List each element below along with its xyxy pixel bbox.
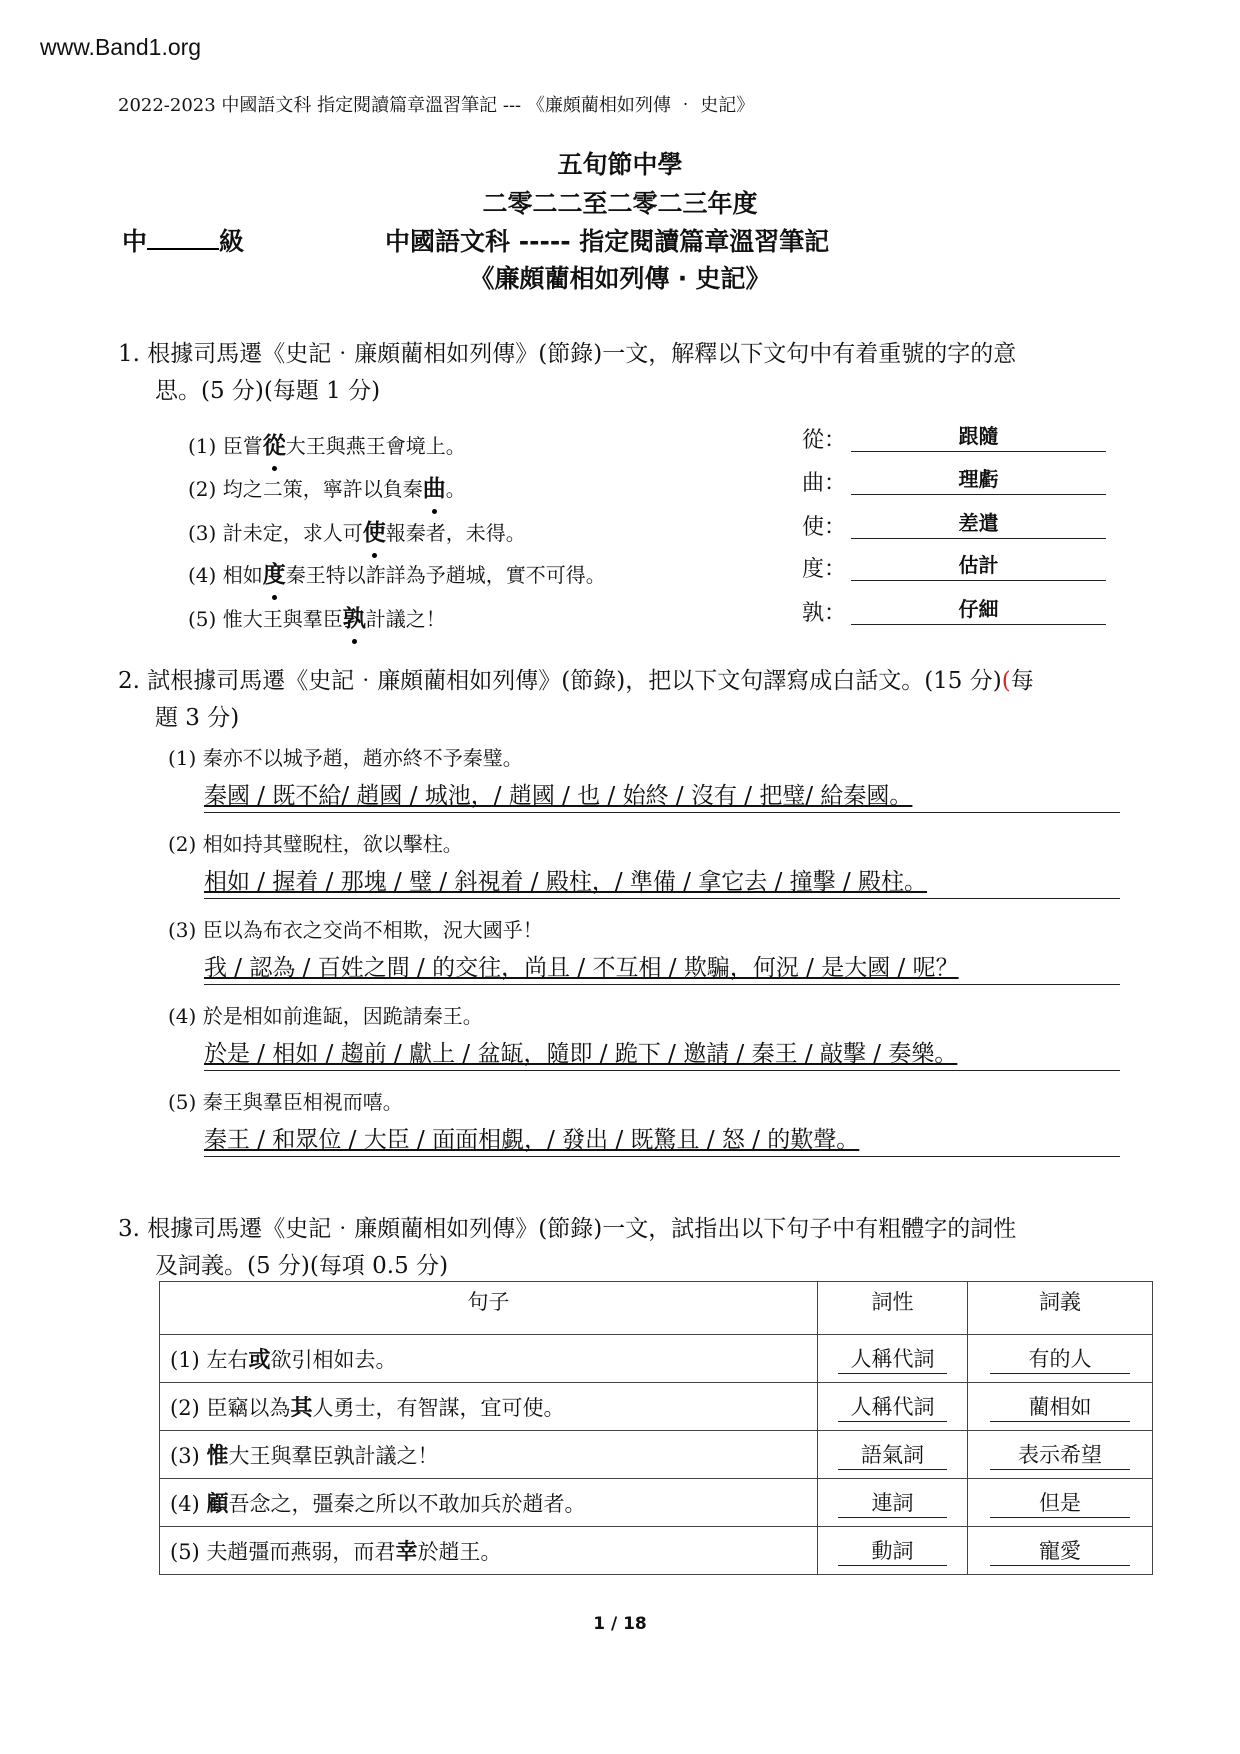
running-header: 2022-2023 中國語文科 指定閱讀篇章溫習筆記 --- 《廉頗藺相如列傳 ‧ 史記》 xyxy=(118,95,755,116)
q2-item xyxy=(168,828,463,857)
answer-label: 從： xyxy=(802,428,847,453)
answer-label: 使： xyxy=(802,515,847,540)
emphasized-char: 孰 xyxy=(342,605,366,632)
item-number: (4) xyxy=(168,1004,197,1028)
item-number: (5) xyxy=(168,1090,197,1114)
meaning-cell xyxy=(968,1527,1153,1575)
meaning-cell xyxy=(968,1335,1153,1383)
meaning-cell xyxy=(968,1383,1153,1431)
meaning-cell xyxy=(968,1431,1153,1479)
item-number: (1) xyxy=(170,1348,200,1372)
item-number: (1) xyxy=(168,746,197,770)
emphasized-char: 從 xyxy=(262,432,286,459)
sentence-post: 大王與燕王會境上。 xyxy=(285,434,466,458)
q2-item xyxy=(168,742,523,771)
q2-prompt-tail: 每 xyxy=(1010,668,1034,694)
sentence: 秦亦不以城予趙，趙亦終不予秦璧。 xyxy=(202,746,523,770)
watermark-url: www.Band1.org xyxy=(40,34,202,60)
item-number: (3) xyxy=(168,918,197,942)
answer-label: 孰： xyxy=(802,601,847,626)
q1-item xyxy=(188,600,446,633)
pos-cell xyxy=(818,1527,968,1575)
meaning-answer: 藺相如 xyxy=(990,1391,1129,1422)
sentence-pre: 夫趙彊而燕弱，而君 xyxy=(206,1540,396,1564)
sentence-post: 大王與羣臣孰計議之！ xyxy=(228,1444,439,1468)
meaning-cell xyxy=(968,1479,1153,1527)
bold-word: 或 xyxy=(248,1347,271,1373)
grade-field xyxy=(122,222,244,258)
answer-line: 理虧 xyxy=(851,464,1106,495)
q3-prompt-cont: 及詞義。(5 分)(每項 0.5 分) xyxy=(155,1253,449,1279)
answer-line: 差遣 xyxy=(851,508,1106,539)
col-meaning: 詞義 xyxy=(968,1282,1153,1335)
sentence-post: 報秦者，未得。 xyxy=(385,521,526,545)
work-title: 《廉頗藺相如列傳 ‧ 史記》 xyxy=(469,264,771,293)
q2-item xyxy=(168,914,543,943)
answer-line: 仔細 xyxy=(851,594,1106,625)
table-row xyxy=(160,1383,1153,1431)
q1-item xyxy=(188,556,606,589)
bold-word: 顧 xyxy=(206,1491,229,1517)
item-number: (5) xyxy=(170,1540,200,1564)
meaning-answer: 有的人 xyxy=(990,1343,1129,1374)
sentence-post: 秦王特以詐詳為予趙城，實不可得。 xyxy=(285,563,606,587)
sentence: 於是相如前進缻，因跪請秦王。 xyxy=(202,1004,483,1028)
q1-item xyxy=(188,470,466,503)
sentence-pre: 臣竊以為 xyxy=(206,1396,291,1420)
table-row xyxy=(160,1335,1153,1383)
item-number: (4) xyxy=(188,563,217,587)
translation-line xyxy=(204,780,1120,813)
pos-cell xyxy=(818,1383,968,1431)
item-number: (2) xyxy=(170,1396,200,1420)
translation-line xyxy=(204,1038,1120,1071)
q2-prompt-cont: 題 3 分) xyxy=(155,705,240,731)
item-number: (3) xyxy=(188,521,217,545)
sentence-post: 計議之！ xyxy=(365,607,446,631)
sentence-pre: 左右 xyxy=(206,1348,249,1372)
q2-prompt xyxy=(118,662,1034,695)
answer-label: 曲： xyxy=(802,471,847,496)
translation-line xyxy=(204,866,1120,899)
item-number: (2) xyxy=(188,477,217,501)
grade-prefix: 中 xyxy=(122,227,148,256)
translation-answer: 秦王 / 和眾位 / 大臣 / 面面相覷，/ 發出 / 既驚且 / 怒 / 的歎聲。 xyxy=(204,1127,860,1153)
sentence-cell xyxy=(160,1527,818,1575)
meaning-answer: 但是 xyxy=(990,1487,1129,1518)
emphasized-char: 使 xyxy=(362,519,386,546)
emphasized-char: 度 xyxy=(262,561,286,588)
grade-blank xyxy=(147,248,219,250)
sentence: 相如持其璧睨柱，欲以擊柱。 xyxy=(202,832,463,856)
emphasized-char: 曲 xyxy=(422,475,446,502)
q2-item xyxy=(168,1086,403,1115)
pos-cell xyxy=(818,1431,968,1479)
sentence-post: 人勇士，有智謀，宜可使。 xyxy=(312,1396,565,1420)
pos-cell xyxy=(818,1335,968,1383)
sentence-pre: 計未定，求人可 xyxy=(222,521,363,545)
sentence-pre: 均之二策，寧許以負秦 xyxy=(222,477,423,501)
item-number: (3) xyxy=(170,1444,200,1468)
q2-red-paren: ( xyxy=(1001,668,1011,694)
col-sentence: 句子 xyxy=(160,1282,818,1335)
academic-year: 二零二二至二零二三年度 xyxy=(482,189,758,218)
meaning-answer: 寵愛 xyxy=(990,1535,1129,1566)
sentence-post: 於趙王。 xyxy=(417,1540,502,1564)
sentence: 臣以為布衣之交尚不相欺，況大國乎！ xyxy=(202,918,543,942)
bold-word: 幸 xyxy=(395,1539,418,1565)
item-number: (1) xyxy=(188,434,217,458)
item-number: (4) xyxy=(170,1492,200,1516)
page-number: 1 / 18 xyxy=(593,1614,647,1634)
sentence-post: 。 xyxy=(445,477,466,501)
sentence-cell xyxy=(160,1431,818,1479)
sentence-pre: 相如 xyxy=(222,563,263,587)
sentence-pre: 惟大王與羣臣 xyxy=(222,607,343,631)
table-header-row xyxy=(160,1282,1153,1335)
subject-title: 中國語文科 ----- 指定閱讀篇章溫習筆記 xyxy=(385,227,830,256)
translation-answer: 相如 / 握着 / 那塊 / 璧 / 斜視着 / 殿柱，/ 準備 / 拿它去 / 撞擊 / 殿柱。 xyxy=(204,869,928,895)
translation-answer: 秦國 / 既不給/ 趙國 / 城池，/ 趙國 / 也 / 始終 / 沒有 / 把璧/ 給秦國。 xyxy=(204,783,913,809)
translation-answer: 於是 / 相如 / 趨前 / 獻上 / 盆缻，隨即 / 跪下 / 邀請 / 秦王 / 敲擊 / 奏樂。 xyxy=(204,1041,958,1067)
pos-answer: 動詞 xyxy=(838,1535,948,1566)
item-number: (5) xyxy=(188,607,217,631)
q2-item xyxy=(168,1000,483,1029)
q2-prompt-text: 2. 試根據司馬遷《史記‧廉頗藺相如列傳》(節錄)，把以下文句譯寫成白話文。(15 分) xyxy=(118,668,1002,694)
answer-line: 跟隨 xyxy=(851,421,1106,452)
school-name: 五旬節中學 xyxy=(557,150,683,179)
item-number: (2) xyxy=(168,832,197,856)
answer-line: 估計 xyxy=(851,550,1106,581)
sentence-pre: 臣嘗 xyxy=(222,434,263,458)
sentence-post: 吾念之，彊秦之所以不敢加兵於趙者。 xyxy=(228,1492,586,1516)
q1-item xyxy=(188,514,526,547)
q1-item xyxy=(188,427,466,460)
sentence: 秦王與羣臣相視而嘻。 xyxy=(202,1090,403,1114)
table-row xyxy=(160,1527,1153,1575)
table-row xyxy=(160,1431,1153,1479)
meaning-answer: 表示希望 xyxy=(990,1439,1129,1470)
bold-word: 惟 xyxy=(206,1443,229,1469)
pos-answer: 人稱代詞 xyxy=(838,1343,948,1374)
pos-cell xyxy=(818,1479,968,1527)
pos-answer: 人稱代詞 xyxy=(838,1391,948,1422)
grade-suffix: 級 xyxy=(219,227,245,256)
sentence-cell xyxy=(160,1479,818,1527)
q3-table xyxy=(159,1281,1153,1575)
translation-answer: 我 / 認為 / 百姓之間 / 的交往，尚且 / 不互相 / 欺騙，何況 / 是大國 / 呢？ xyxy=(204,955,959,981)
sentence-cell xyxy=(160,1383,818,1431)
q3-prompt: 3. 根據司馬遷《史記‧廉頗藺相如列傳》(節錄)一文，試指出以下句子中有粗體字的詞性 xyxy=(118,1216,1017,1242)
q1-prompt: 1. 根據司馬遷《史記‧廉頗藺相如列傳》(節錄)一文，解釋以下文句中有着重號的字的意 xyxy=(118,341,1017,367)
translation-line xyxy=(204,1124,1120,1157)
pos-answer: 連詞 xyxy=(838,1487,948,1518)
bold-word: 其 xyxy=(290,1395,313,1421)
pos-answer: 語氣詞 xyxy=(838,1439,948,1470)
table-row xyxy=(160,1479,1153,1527)
col-part-of-speech: 詞性 xyxy=(818,1282,968,1335)
answer-label: 度： xyxy=(802,557,847,582)
translation-line xyxy=(204,952,1120,985)
q1-prompt-cont: 思。(5 分)(每題 1 分) xyxy=(155,378,381,404)
sentence-cell xyxy=(160,1335,818,1383)
sentence-post: 欲引相如去。 xyxy=(270,1348,397,1372)
